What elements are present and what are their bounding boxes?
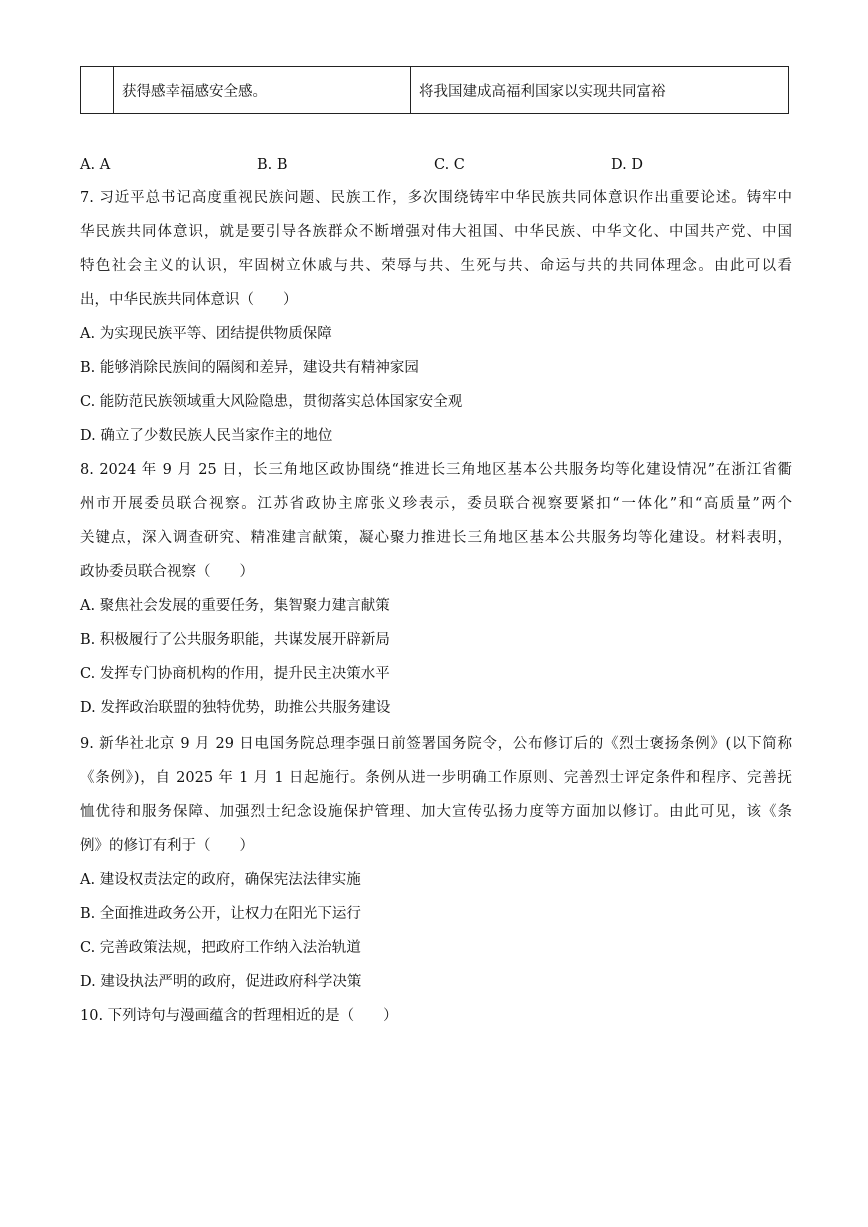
question-7 [80,181,792,453]
q6-options [80,157,789,177]
table-row [81,67,789,114]
q7-option-d[interactable]: D. 确立了少数民族人民当家作主的地位 [80,428,333,444]
question-stem-line: 《条例》)，自 2025 年 1 月 1 日起施行。条例从进一步明确工作原则、完善烈士评定条件和程序、完善抚 [80,770,792,786]
q7-option-c[interactable]: C. 能防范民族领域重大风险隐患，贯彻落实总体国家安全观 [80,394,463,410]
question-stem-line: 例》的修订有利于（ ） [80,838,254,854]
q9-option-b[interactable]: B. 全面推进政务公开，让权力在阳光下运行 [80,906,361,922]
q6-option-d[interactable]: D. D [611,157,643,173]
q9-option-d[interactable]: D. 建设执法严明的政府，促进政府科学决策 [80,974,362,990]
q8-option-c[interactable]: C. 发挥专门协商机构的作用，提升民主决策水平 [80,666,390,682]
q8-option-b[interactable]: B. 积极履行了公共服务职能，共谋发展开辟新局 [80,632,390,648]
q8-option-a[interactable]: A. 聚焦社会发展的重要任务，集智聚力建言献策 [80,598,390,614]
question-stem-line: 10. 下列诗句与漫画蕴含的哲理相近的是（ ） [80,1008,398,1024]
question-8 [80,453,792,725]
q6-option-c[interactable]: C. C [434,157,465,173]
q7-option-b[interactable]: B. 能够消除民族间的隔阂和差异，建设共有精神家园 [80,360,419,376]
q8-option-d[interactable]: D. 发挥政治联盟的独特优势，助推公共服务建设 [80,700,391,716]
q6-option-b[interactable]: B. B [257,157,288,173]
table-cell-left: 获得感幸福感安全感。 [114,67,411,114]
question-stem-line: 8. 2024 年 9 月 25 日，长三角地区政协围绕“推进长三角地区基本公共服务均等化建设情况”在浙江省衢 [80,462,792,478]
q9-option-c[interactable]: C. 完善政策法规，把政府工作纳入法治轨道 [80,940,361,956]
question-stem-line: 7. 习近平总书记高度重视民族问题、民族工作，多次围绕铸牢中华民族共同体意识作出重要论述。铸牢中 [80,190,792,206]
question-10 [80,999,792,1033]
question-stem-line: 恤优待和服务保障、加强烈士纪念设施保护管理、加大宣传弘扬力度等方面加以修订。由此可见，该《条 [80,804,792,820]
question-stem-line: 关键点，深入调查研究、精准建言献策，凝心聚力推进长三角地区基本公共服务均等化建设。材料表明， [80,530,792,546]
question-stem-line: 州市开展委员联合视察。江苏省政协主席张义珍表示，委员联合视察要紧扣“一体化”和“高质量”两个 [80,496,792,512]
q9-option-a[interactable]: A. 建设权责法定的政府，确保宪法法律实施 [80,872,361,888]
q6-option-a[interactable]: A. A [80,157,111,173]
table-cell-right: 将我国建成高福利国家以实现共同富裕 [411,67,789,114]
question-stem-line: 华民族共同体意识，就是要引导各族群众不断增强对伟大祖国、中华民族、中华文化、中国共产党、中国 [80,224,792,240]
question-stem-line: 9. 新华社北京 9 月 29 日电国务院总理李强日前签署国务院令，公布修订后的《烈士褒扬条例》(以下简称 [80,736,792,752]
table-cell-index [81,67,114,114]
question-stem-line: 特色社会主义的认识，牢固树立休戚与共、荣辱与共、生死与共、命运与共的共同体理念。由此可以看 [80,258,792,274]
question-stem-line: 政协委员联合视察（ ） [80,564,254,580]
question-9 [80,727,792,999]
q7-option-a[interactable]: A. 为实现民族平等、团结提供物质保障 [80,326,332,342]
answer-table [80,66,789,114]
question-stem-line: 出，中华民族共同体意识（ ） [80,292,298,308]
